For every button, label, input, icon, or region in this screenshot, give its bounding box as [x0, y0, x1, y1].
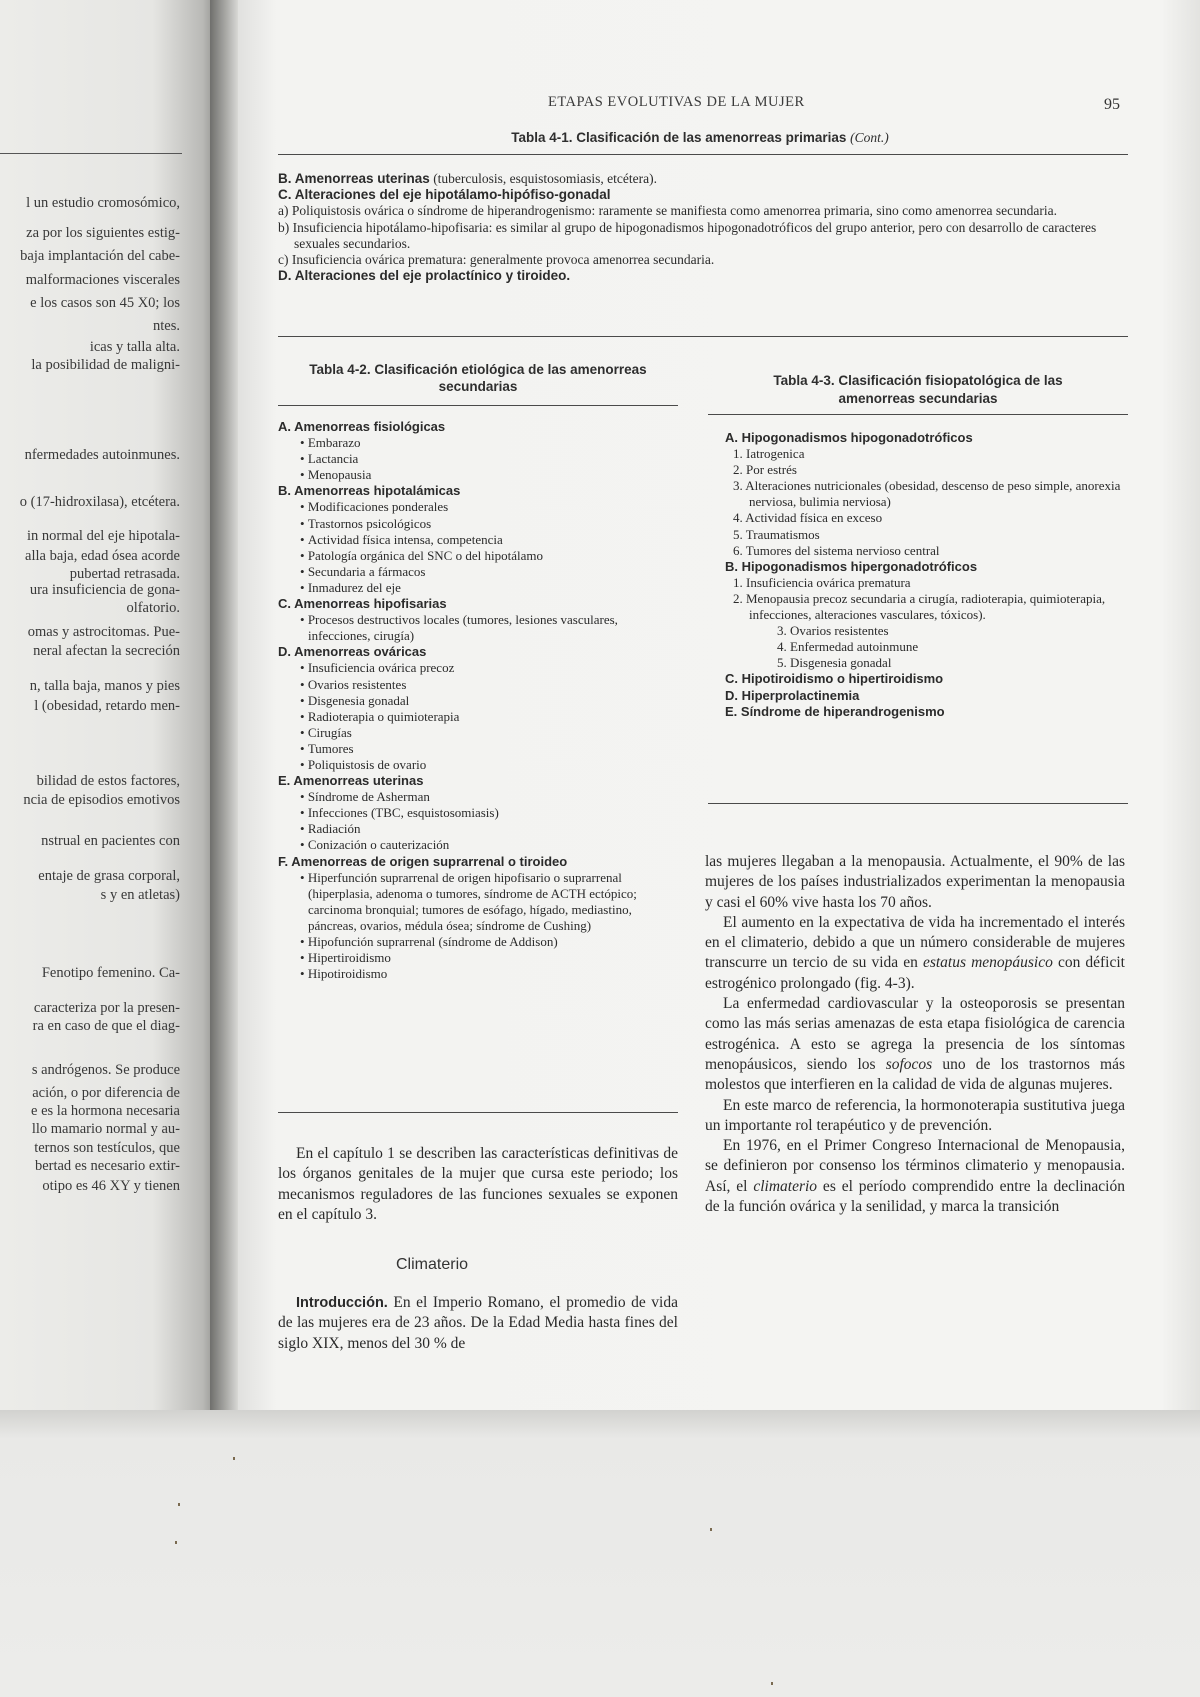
- left-page-line: l un estudio cromosómico,: [26, 195, 180, 211]
- left-page-line: malformaciones viscerales: [25, 272, 180, 288]
- table2-caption-line1: Tabla 4-2. Clasificación etiológica de las amenorreas: [309, 362, 647, 377]
- left-page-line: s y en atletas): [100, 887, 180, 903]
- table1-row-text: b) Insuficiencia hipotálamo-hipofisaria: es similar al grupo de hipogonadismos hipogonadotróficos del grupo anterior, pero con desarrollo de caracteres sexuales secundarios.: [278, 219, 1097, 251]
- table2-list-item: • Menopausia: [278, 467, 676, 483]
- table2-section-heading: A. Amenorreas fisiológicas: [278, 419, 446, 434]
- left-page-line: in normal del eje hipotala-: [26, 528, 180, 544]
- table1-row-head: B. Amenorreas uterinas: [278, 171, 430, 186]
- scan-speck: [175, 1541, 177, 1544]
- table2-top-rule: [278, 405, 678, 406]
- left-page-line: za por los siguientes estig-: [26, 225, 180, 241]
- intro-climaterio-paragraph: [278, 1293, 678, 1354]
- table1-bottom-rule: [278, 336, 1128, 337]
- scan-speck: [233, 1457, 235, 1460]
- intro-paragraph-text: En el capítulo 1 se describen las características definitivas de los órganos genitales de la mujer que cursa este periodo; los mecanismos reguladores de las funciones sexuales se exponen en el capítulo 3.: [278, 1145, 678, 1223]
- book-gutter: [210, 0, 238, 1410]
- table2-list-item: • Secundaria a fármacos: [278, 564, 676, 580]
- table2-list-item: • Hipotiroidismo: [278, 966, 676, 982]
- table2-list-item: • Trastornos psicológicos: [278, 516, 676, 532]
- right-paragraph-3: La enfermedad cardiovascular y la osteoporosis se presentan como las más serias amenazas de esta etapa fisiológica de carencia estrogénica. A esto se agrega la presencia de los síntomas menopáusicos, siendo los sofocos uno de los trastornos más molestos que interfieren en la calidad de vida de algunas mujeres.: [705, 995, 1125, 1094]
- scan-speck: [771, 1682, 773, 1685]
- left-page-line: ncia de episodios emotivos: [23, 792, 180, 808]
- table1-row-head: D. Alteraciones del eje prolactínico y tiroideo.: [278, 268, 571, 284]
- table2-body: [278, 419, 676, 982]
- left-page-line: Fenotipo femenino. Ca-: [41, 965, 180, 981]
- section-title-climaterio: Climaterio: [396, 1256, 469, 1273]
- left-page-line: otipo es 46 XY y tienen: [42, 1178, 180, 1194]
- left-page-line: ntes.: [153, 318, 180, 334]
- table2-section-heading: E. Amenorreas uterinas: [278, 773, 424, 789]
- left-page-line: bertad es necesario extir-: [34, 1158, 180, 1174]
- table2-list-item: • Patología orgánica del SNC o del hipotálamo: [278, 548, 676, 564]
- table2-list-item: • Conización o cauterización: [278, 837, 676, 853]
- table3-section-heading: A. Hipogonadismos hipogonadotróficos: [725, 430, 973, 445]
- right-paragraph-4: En este marco de referencia, la hormonoterapia sustitutiva juega un importante rol terapéutico y de prevención.: [705, 1096, 1125, 1134]
- table2-section-heading: F. Amenorreas de origen suprarrenal o tiroideo: [278, 853, 568, 869]
- table1-body: [278, 171, 1128, 284]
- page-number: 95: [1104, 96, 1120, 113]
- left-page-line: ación, o por diferencia de: [32, 1085, 180, 1101]
- running-head: ETAPAS EVOLUTIVAS DE LA MUJER: [548, 94, 805, 110]
- table2-list-item: • Síndrome de Asherman: [278, 789, 676, 805]
- table2-list-item: • Ovarios resistentes: [278, 677, 676, 693]
- left-page-line: omas y astrocitomas. Pue-: [27, 624, 180, 640]
- table1-row: [278, 203, 1128, 219]
- table2-list-item: • Poliquistosis de ovario: [278, 757, 676, 773]
- table3-list-item: 2. Menopausia precoz secundaria a cirugía, radioterapia, quimioterapia, infecciones, alteraciones vasculares, tóxicos).: [733, 590, 1106, 623]
- table2-list-item: • Inmadurez del eje: [278, 580, 676, 596]
- table3-list-item: 4. Enfermedad autoinmune: [777, 639, 919, 655]
- table3-list-item: 6. Tumores del sistema nervioso central: [733, 542, 940, 558]
- table2-list-item: • Tumores: [278, 741, 676, 757]
- left-page-line: la posibilidad de maligni-: [31, 357, 180, 373]
- table2-list-item: • Lactancia: [278, 451, 676, 467]
- left-page-line: ra en caso de que el diag-: [32, 1018, 180, 1034]
- table2-list-item: • Radiación: [278, 821, 676, 837]
- scan-bottom-margin: [0, 1410, 1200, 1697]
- left-page-line: ura insuficiencia de gona-: [29, 582, 180, 598]
- table3-top-rule: [708, 414, 1128, 415]
- table3-section-heading: D. Hiperprolactinemia: [725, 687, 860, 703]
- left-page-line: e los casos son 45 X0; los: [30, 295, 180, 311]
- table2-list-item: • Hiperfunción suprarrenal de origen hipofisario o suprarrenal (hiperplasia, adenoma o tumores, síndrome de ACTH ectópico; carcinoma bronquial; tumores de esófago, hígado, mediastino, páncreas, ovarios, médula ósea; síndrome de Cushing): [278, 870, 676, 934]
- left-page-line: nstrual en pacientes con: [41, 833, 180, 849]
- table3-list-item: 3. Ovarios resistentes: [777, 623, 889, 639]
- table1-row-head: C. Alteraciones del eje hipotálamo-hipófiso-gonadal: [278, 187, 611, 203]
- table1-row-text: c) Insuficiencia ovárica prematura: generalmente provoca amenorrea secundaria.: [278, 252, 715, 268]
- table1-row: [278, 187, 1128, 203]
- left-page-rule: [0, 153, 182, 154]
- table2-list-item: • Hipertiroidismo: [278, 950, 676, 966]
- table2-section-heading: B. Amenorreas hipotalámicas: [278, 483, 461, 499]
- table2-caption-line2: secundarias: [438, 379, 518, 394]
- left-page-line: olfatorio.: [126, 600, 180, 616]
- table3-list-item: 4. Actividad física en exceso: [733, 510, 883, 526]
- table3-list-item: 1. Iatrogenica: [733, 446, 805, 462]
- left-page-line: caracteriza por la presen-: [33, 1000, 180, 1016]
- table2-list-item: • Modificaciones ponderales: [278, 499, 676, 515]
- table3-list-item: 5. Disgenesia gonadal: [777, 655, 892, 671]
- table3-body: [725, 430, 1125, 720]
- table1-row: [278, 171, 1128, 187]
- table3-section-heading: E. Síndrome de hiperandrogenismo: [725, 703, 945, 719]
- left-page-line: pubertad retrasada.: [69, 566, 180, 582]
- table2-list-item: • Procesos destructivos locales (tumores, lesiones vasculares, infecciones, cirugía): [278, 612, 676, 644]
- paragraph-lead-text: En el Imperio Romano, el promedio de vida de las mujeres era de 23 años. De la Edad Media hasta fines del siglo XIX, menos del 30 % de: [278, 1294, 678, 1352]
- right-paragraph-1: las mujeres llegaban a la menopausia. Actualmente, el 90% de las mujeres de los países industrializados experimentan la menopausia y casi el 60% vive hasta los 70 años.: [705, 853, 1125, 911]
- table3-caption-line2: amenorreas secundarias: [838, 391, 998, 406]
- table1-row: [278, 220, 1128, 252]
- table3-bottom-rule: [708, 803, 1128, 804]
- table1-caption-text: Tabla 4-1. Clasificación de las amenorreas primarias: [511, 130, 847, 145]
- right-column-body: [705, 852, 1125, 1217]
- left-page-line: neral afectan la secreción: [33, 643, 180, 659]
- right-paragraph-2: El aumento en la expectativa de vida ha incrementado el interés en el climaterio, debido a que un número considerable de mujeres transcurre un tercio de su vida en estatus menopáusico con déficit estrogénico prolongado (fig. 4-3).: [705, 913, 1125, 992]
- left-page-line: llo mamario normal y au-: [31, 1121, 180, 1137]
- scan-speck: [710, 1528, 712, 1531]
- paragraph-lead: Introducción.: [296, 1295, 388, 1311]
- left-page-line: n, talla baja, manos y pies: [29, 678, 180, 694]
- table2-list-item: • Insuficiencia ovárica precoz: [278, 660, 676, 676]
- table3-list-item: 3. Alteraciones nutricionales (obesidad, descenso de peso simple, anorexia nerviosa, bulimia nerviosa): [733, 478, 1121, 510]
- table2-section-heading: C. Amenorreas hipofisarias: [278, 596, 447, 612]
- table1-row: [278, 252, 1128, 268]
- left-page-line: nfermedades autoinmunes.: [24, 447, 180, 463]
- table2-list-item: • Hipofunción suprarrenal (síndrome de Addison): [278, 934, 676, 950]
- table1-row-text: (tuberculosis, esquistosomiasis, etcétera).: [429, 171, 658, 186]
- left-page-line: ternos son testículos, que: [34, 1140, 180, 1156]
- table3-caption-line1: Tabla 4-3. Clasificación fisiopatológica de las: [773, 373, 1063, 388]
- table3-section-heading: C. Hipotiroidismo o hipertiroidismo: [725, 671, 944, 687]
- left-page-line: s andrógenos. Se produce: [31, 1062, 180, 1078]
- table3-list-item: 2. Por estrés: [733, 462, 797, 478]
- table3-list-item: 1. Insuficiencia ovárica prematura: [733, 574, 911, 590]
- table2-section-heading: D. Amenorreas ováricas: [278, 644, 427, 660]
- table3-section-heading: B. Hipogonadismos hipergonadotróficos: [725, 558, 978, 574]
- table1-row: [278, 268, 1128, 284]
- table2-list-item: • Cirugías: [278, 725, 676, 741]
- table2-list-item: • Disgenesia gonadal: [278, 693, 676, 709]
- table2-list-item: • Infecciones (TBC, esquistosomiasis): [278, 805, 676, 821]
- table1-row-text: a) Poliquistosis ovárica o síndrome de hiperandrogenismo: raramente se manifiesta como amenorrea primaria, sino como amenorrea secundaria.: [278, 203, 1057, 219]
- left-page-line: icas y talla alta.: [89, 339, 180, 355]
- left-page-line: l (obesidad, retardo men-: [34, 698, 180, 714]
- right-paragraph-5: En 1976, en el Primer Congreso Internacional de Menopausia, se definieron por consenso los términos climaterio y menopausia. Así, el climaterio es el período comprendido entre la declinación de la función ovárica y la senilidad, y marca la transición: [705, 1137, 1125, 1216]
- intro-paragraph: [278, 1144, 678, 1225]
- left-facing-page: [0, 0, 218, 1410]
- table2-list-item: • Radioterapia o quimioterapia: [278, 709, 676, 725]
- left-page-line: bilidad de estos factores,: [36, 773, 180, 789]
- table3-list-item: 5. Traumatismos: [733, 526, 820, 542]
- table1-caption: [420, 130, 980, 146]
- table1-caption-cont: (Cont.): [850, 130, 889, 145]
- scan-speck: [178, 1503, 180, 1506]
- left-page-line: entaje de grasa corporal,: [38, 868, 180, 884]
- table2-list-item: • Embarazo: [278, 435, 676, 451]
- left-page-line: alla baja, edad ósea acorde: [25, 548, 180, 564]
- left-page-line: baja implantación del cabe-: [20, 248, 180, 264]
- left-page-line: o (17-hidroxilasa), etcétera.: [19, 494, 180, 510]
- table1-top-rule: [278, 154, 1128, 155]
- table2-bottom-rule: [278, 1112, 678, 1113]
- left-page-line: e es la hormona necesaria: [31, 1103, 180, 1119]
- table2-list-item: • Actividad física intensa, competencia: [278, 532, 676, 548]
